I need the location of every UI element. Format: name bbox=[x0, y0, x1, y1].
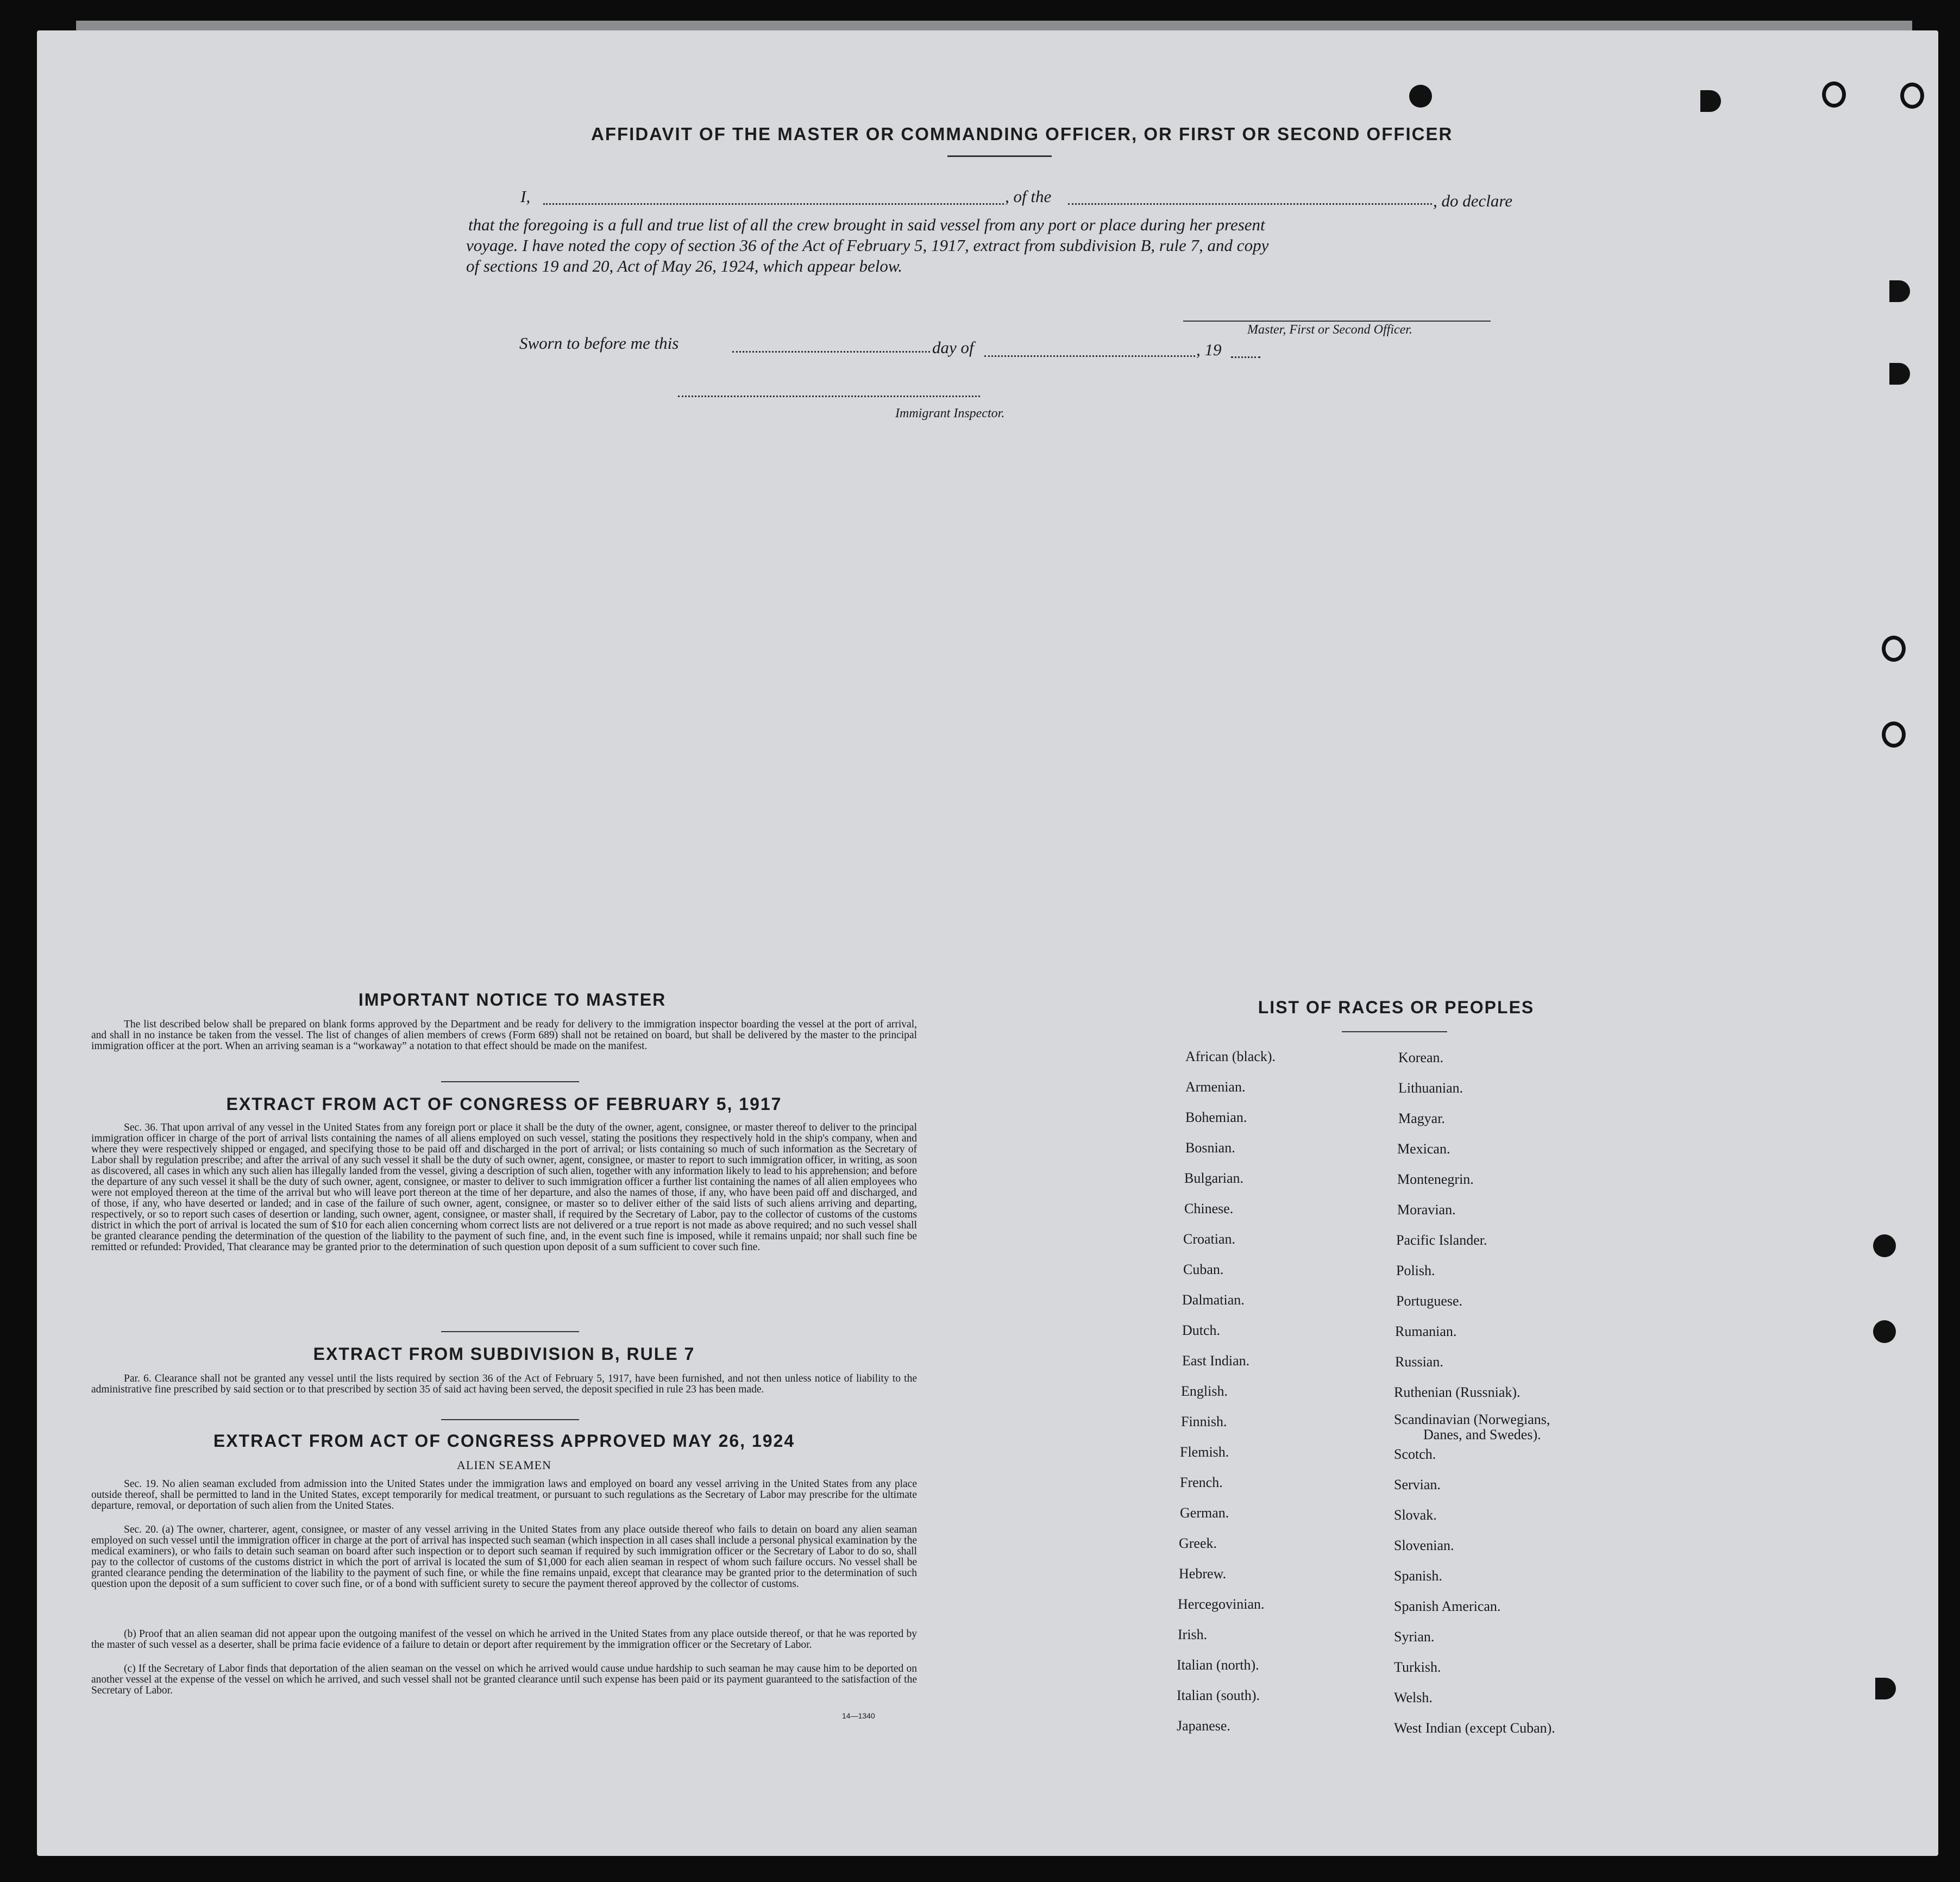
race-item: Irish. bbox=[1178, 1627, 1208, 1642]
alien-seamen-subheading: ALIEN SEAMEN bbox=[457, 1458, 551, 1472]
extract-1917-heading: EXTRACT FROM ACT OF CONGRESS OF FEBRUARY 5, 1917 bbox=[226, 1094, 782, 1114]
race-item: Servian. bbox=[1394, 1477, 1441, 1492]
inspector-signature-line[interactable] bbox=[678, 396, 980, 397]
affidavit-do-declare-label: , do declare bbox=[1433, 191, 1513, 210]
inspector-label: Immigrant Inspector. bbox=[895, 406, 1005, 421]
race-item: West Indian (except Cuban). bbox=[1394, 1720, 1555, 1736]
affidavit-line-4: of sections 19 and 20, Act of May 26, 1924, which appear below. bbox=[466, 256, 903, 275]
vessel-field[interactable] bbox=[1068, 203, 1432, 205]
race-item: Ruthenian (Russniak). bbox=[1394, 1384, 1521, 1400]
race-item: Italian (south). bbox=[1177, 1687, 1260, 1703]
race-item: Bulgarian. bbox=[1184, 1170, 1244, 1186]
binder-hole-icon bbox=[1882, 722, 1906, 748]
affidavit-title: AFFIDAVIT OF THE MASTER OR COMMANDING OFFICER, OR FIRST OR SECOND OFFICER bbox=[591, 124, 1453, 144]
race-item: Spanish. bbox=[1394, 1568, 1442, 1584]
sworn-month-field[interactable] bbox=[984, 355, 1195, 357]
notice-heading: IMPORTANT NOTICE TO MASTER bbox=[358, 990, 667, 1009]
affidavit-line-3: voyage. I have noted the copy of section 36 of the Act of February 5, 1917, extract from subdivision B, rule 7, and copy bbox=[466, 236, 1269, 255]
sworn-year-field[interactable] bbox=[1231, 356, 1260, 358]
race-item: Hebrew. bbox=[1179, 1566, 1227, 1582]
race-item: Hercegovinian. bbox=[1178, 1596, 1265, 1612]
race-item: Chinese. bbox=[1184, 1201, 1234, 1216]
extract-rule7-heading: EXTRACT FROM SUBDIVISION B, RULE 7 bbox=[313, 1344, 695, 1364]
sec-20c-text: (c) If the Secretary of Labor finds that deportation of the alien seaman on the vessel on which he arrived would cause undue hardship to such seaman he may cause him to be deported on another vessel at the expense of the vessel on which he arrived, and such vessel shall not be granted clearance until such expense has been paid or its payment guaranteed to the satisfaction of the Secretary of Labor. bbox=[91, 1663, 917, 1696]
race-item: Korean. bbox=[1398, 1050, 1444, 1065]
extract-rule7-text: Par. 6. Clearance shall not be granted any vessel until the lists required by section 36 of the Act of February 5, 1917, have been furnished, and not then unless notice of liability to the administrative fine prescribed by said section or to that prescribed by section 35 of said act having been served, the deposit specified in rule 23 has been made. bbox=[91, 1373, 917, 1395]
affidavit-of-the-label: , of the bbox=[1005, 187, 1052, 206]
race-item: Syrian. bbox=[1394, 1629, 1435, 1645]
race-item: Greek. bbox=[1179, 1535, 1217, 1551]
race-item: Croatian. bbox=[1183, 1231, 1236, 1247]
race-item: Rumanian. bbox=[1395, 1323, 1457, 1339]
race-item: Spanish American. bbox=[1394, 1598, 1501, 1614]
race-item: English. bbox=[1181, 1383, 1228, 1399]
binder-hole-icon bbox=[1882, 636, 1906, 662]
master-signature-line[interactable] bbox=[1183, 321, 1491, 322]
race-item: Pacific Islander. bbox=[1396, 1232, 1487, 1248]
race-item: Dalmatian. bbox=[1182, 1292, 1245, 1308]
binder-hole-icon bbox=[1873, 1320, 1896, 1343]
race-item: East Indian. bbox=[1182, 1353, 1250, 1369]
day-of-label: day of bbox=[932, 338, 974, 357]
notice-text: The list described below shall be prepared on blank forms approved by the Department and be ready for delivery to the immigration inspector boarding the vessel at the port of arrival, and shall in no instance be taken from the vessel. The list of changes of alien members of crews (Form 689) shall not be retained on board, but shall be delivered by the master to the principal immigration officer at the port. When an arriving seaman is a “workaway” a notation to that effect should be made on the manifest. bbox=[91, 1019, 917, 1052]
binder-hole-icon bbox=[1900, 83, 1924, 109]
race-item: Russian. bbox=[1395, 1354, 1443, 1370]
affidavit-line-2: that the foregoing is a full and true list of all the crew brought in said vessel from any port or place during her present bbox=[468, 215, 1265, 234]
sec-19-text: Sec. 19. No alien seaman excluded from admission into the United States under the immigration laws and employed on board any vessel arriving in the United States from any place outside thereof, shall be permitted to land in the United States, except temporarily for medical treatment, or pursuant to such regulations as the Secretary of Labor may prescribe for the ultimate departure, removal, or deportation of such alien from the United States. bbox=[91, 1478, 917, 1511]
divider bbox=[441, 1419, 579, 1420]
race-item: Slovak. bbox=[1394, 1507, 1437, 1523]
divider bbox=[947, 155, 1052, 157]
race-item: Turkish. bbox=[1394, 1659, 1441, 1675]
race-item: Scandinavian (Norwegians, bbox=[1394, 1412, 1550, 1427]
race-item: Japanese. bbox=[1177, 1718, 1230, 1734]
race-item: Moravian. bbox=[1397, 1202, 1456, 1218]
divider bbox=[1342, 1031, 1447, 1032]
races-heading: LIST OF RACES OR PEOPLES bbox=[1258, 998, 1535, 1017]
race-item: Armenian. bbox=[1185, 1079, 1246, 1095]
race-item: Finnish. bbox=[1181, 1414, 1227, 1429]
race-item: Bohemian. bbox=[1185, 1109, 1247, 1125]
sec-20b-text: (b) Proof that an alien seaman did not appear upon the outgoing manifest of the vessel on which he arrived in the United States from any place outside thereof, or that he was reported by the master of such vessel as a deserter, shall be prima facie evidence of a failure to detain or deport after requirement by the immigration officer or the Secretary of Labor. bbox=[91, 1628, 917, 1651]
race-item: Polish. bbox=[1396, 1263, 1435, 1278]
year-label: , 19 bbox=[1196, 340, 1222, 359]
race-item: Slovenian. bbox=[1394, 1538, 1454, 1553]
binder-hole-icon bbox=[1873, 1234, 1896, 1257]
name-field[interactable] bbox=[543, 203, 1004, 205]
race-item: Scotch. bbox=[1394, 1446, 1436, 1462]
race-item: German. bbox=[1180, 1505, 1229, 1521]
race-item: Portuguese. bbox=[1396, 1293, 1463, 1309]
sec-20a-text: Sec. 20. (a) The owner, charterer, agent, consignee, or master of any vessel arriving in the United States from any place outside thereof who fails to detain on board any alien seaman employed on such vessel until the immigration officer in charge at the port of arrival has inspected such seaman (which inspection in all cases shall include a personal physical examination by the medical examiners), or who fails to detain such seaman on board after such inspection or to deport such seaman if required by such immigration officer or the Secretary of Labor to do so, shall pay to the collector of customs of the customs district in which the port of arrival is located the sum of $1,000 for each alien seaman in respect of whom such failure occurs. No vessel shall be granted clearance pending the determination of the liability to the payment of such fine, or while the fine remains unpaid, except that clearance may be granted prior to the determination of such question upon the deposit of a sum sufficient to cover such fine, or of a bond with sufficient surety to secure the payment thereof approved by the collector of customs. bbox=[91, 1524, 917, 1590]
extract-1924-heading: EXTRACT FROM ACT OF CONGRESS APPROVED MAY 26, 1924 bbox=[213, 1431, 795, 1451]
race-item: Montenegrin. bbox=[1397, 1171, 1474, 1187]
race-item: Italian (north). bbox=[1177, 1657, 1259, 1673]
form-number: 14—1340 bbox=[842, 1711, 875, 1720]
extract-1917-text: Sec. 36. That upon arrival of any vessel in the United States from any foreign port or place it shall be the duty of the owner, agent, consignee, or master thereof to deliver to the principal immigration officer in charge of the port of arrival lists containing the names of all aliens employed on such vessel, stating the positions they respectively hold in the ship's company, when and where they were respectively shipped or engaged, and specifying those to be paid off and discharged in the port of arrival; or lists containing so much of such information as the Secretary of Labor shall by regulation prescribe; and after the arrival of any such vessel it shall be the duty of such owner, agent, consignee, or master to report to such immigration officer, in writing, as soon as discovered, all cases in which any such alien has illegally landed from the vessel, giving a description of such alien, together with any information likely to lead to his apprehension; and before the departure of any such vessel it shall be the duty of such owner, agent, consignee, or master to deliver to such immigration officer a further list containing the names of all alien employees who were not employed thereon at the time of the arrival but who will leave port thereon at the time of her departure, and also the names of those, if any, who have been paid off and discharged, and of those, if any, who have deserted or landed; and in case of the failure of such owner, agent, consignee, or master so to deliver either of the said lists of such aliens arriving and departing, respectively, or so to report such cases of desertion or landing, such owner, agent, consignee, or master shall, if required by the Secretary of Labor, pay to the collector of customs of the customs district in which the port of arrival is located the sum of $10 for each alien concerning whom correct lists are not delivered or a true report is not made as above required; and no such vessel shall be granted clearance pending the determination of the question of the liability to the payment of such fine, and, in the event such fine is imposed, while it remains unpaid; nor shall such fine be remitted or refunded: Provided, That clearance may be granted prior to the determination of such question upon deposit of a sum sufficient to cover such fine. bbox=[91, 1122, 917, 1253]
master-signature-label: Master, First or Second Officer. bbox=[1247, 323, 1412, 337]
race-item: Dutch. bbox=[1182, 1322, 1221, 1338]
race-item: Lithuanian. bbox=[1398, 1080, 1463, 1096]
race-item: Cuban. bbox=[1183, 1262, 1224, 1277]
race-item: African (black). bbox=[1185, 1049, 1276, 1064]
affidavit-i-label: I, bbox=[520, 187, 531, 206]
race-item: French. bbox=[1180, 1475, 1223, 1490]
race-item: Welsh. bbox=[1394, 1690, 1433, 1705]
divider bbox=[441, 1331, 579, 1332]
sworn-label: Sworn to before me this bbox=[519, 334, 679, 353]
binder-hole-icon bbox=[1409, 85, 1432, 108]
divider bbox=[441, 1081, 579, 1082]
race-item: Mexican. bbox=[1397, 1141, 1450, 1157]
binder-hole-icon bbox=[1822, 81, 1846, 108]
race-item: Bosnian. bbox=[1185, 1140, 1235, 1156]
race-item: Flemish. bbox=[1180, 1444, 1229, 1460]
race-item: Magyar. bbox=[1398, 1111, 1445, 1126]
race-item-continuation: Danes, and Swedes). bbox=[1423, 1427, 1541, 1442]
sworn-day-field[interactable] bbox=[732, 351, 930, 353]
